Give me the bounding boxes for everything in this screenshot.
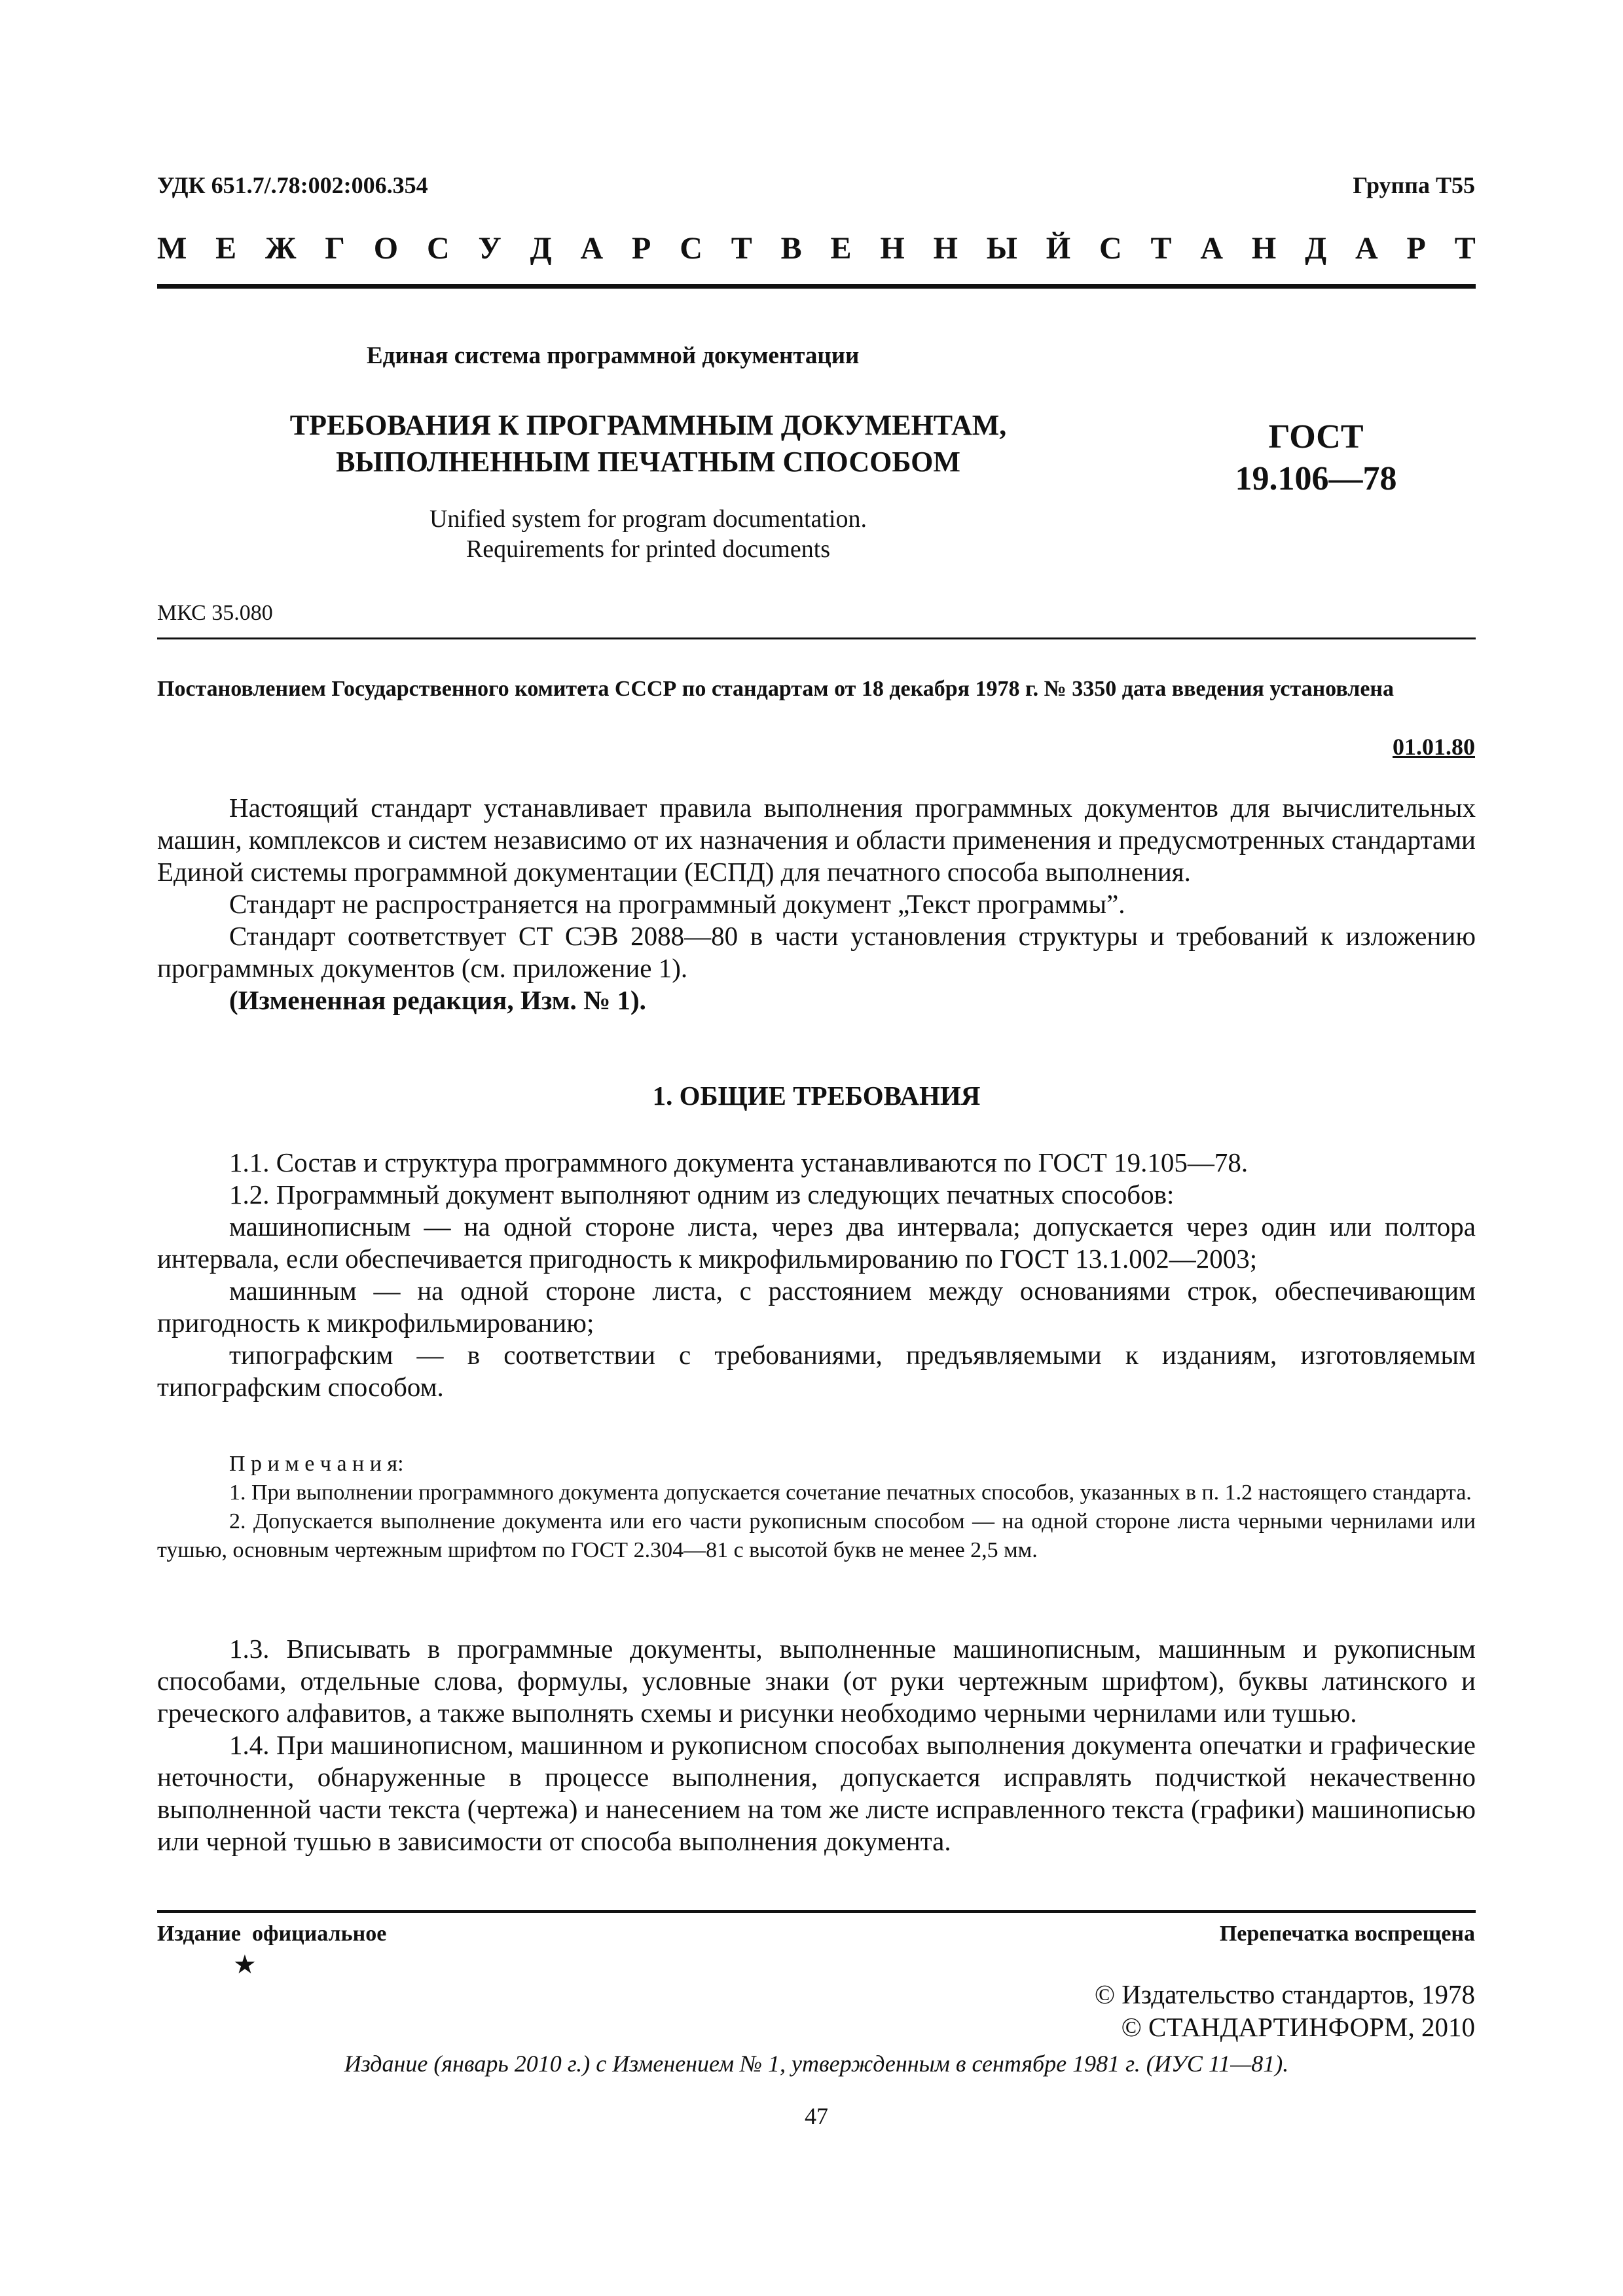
section-1-body (157, 1147, 1476, 1403)
note-item: 2. Допускается выполнение документа или его части рукописным способом — на одной стороне листа черными чернилами или тушью, основным чертежным шрифтом по ГОСТ 2.304—81 с высотой букв не менее 2,5 мм. (157, 1509, 1476, 1562)
heading-letter: Д (530, 231, 552, 266)
amendment-note: (Измененная редакция, Изм. № 1). (229, 985, 646, 1015)
title-block-rule (157, 637, 1476, 639)
footer-rule (157, 1910, 1476, 1913)
heading-letter: О (373, 231, 399, 266)
interstate-standard-heading (157, 230, 1476, 266)
group-code: Группа Т55 (1353, 172, 1475, 198)
section-1-continued (157, 1633, 1476, 1857)
gost-number: 19.106—78 (1235, 460, 1397, 497)
star-icon: ★ (233, 1950, 257, 1979)
heading-letter: Й (1046, 231, 1071, 266)
heading-letter: Т (731, 231, 752, 266)
page-number: 47 (805, 2103, 828, 2129)
copyright-line: © СТАНДАРТИНФОРМ, 2010 (1121, 2012, 1475, 2042)
english-title (262, 504, 1034, 564)
heading-letter: Т (1454, 231, 1476, 266)
heading-letter: Д (1305, 231, 1327, 266)
heading-letter: С (680, 231, 702, 266)
heading-letter: А (580, 231, 604, 266)
heading-letter: Р (1406, 231, 1426, 266)
intro-section (157, 792, 1476, 1016)
introduction-date: 01.01.80 (1393, 734, 1475, 760)
gost-designation (1198, 416, 1434, 500)
mks-code: МКС 35.080 (157, 601, 273, 625)
clause-paragraph: 1.1. Состав и структура программного документа устанавливаются по ГОСТ 19.105—78. (229, 1147, 1249, 1177)
heading-letter: Г (325, 231, 345, 266)
clause-paragraph: машинным — на одной стороне листа, с расстоянием между основаниями строк, обеспечивающим пригодность к микрофильмированию; (157, 1276, 1476, 1338)
heading-letter: В (780, 231, 802, 266)
clause-paragraph: типографским — в соответствии с требованиями, предъявляемыми к изданиям, изготовляемым типографским способом. (157, 1340, 1476, 1402)
gost-label: ГОСТ (1268, 418, 1364, 456)
section-title: 1. ОБЩИЕ ТРЕБОВАНИЯ (652, 1081, 981, 1111)
english-title-line: Requirements for printed documents (465, 535, 831, 563)
clause-paragraph: 1.3. Вписывать в программные документы, выполненные машинописным, машинным и рукописным способами, отдельные слова, формулы, условные знаки (от руки чертежным шрифтом), буквы латинского и греческого алфавитов, а также выполнять схемы и рисунки необходимо черными чернилами или тушью. (157, 1634, 1476, 1728)
heading-letter: Е (215, 231, 237, 266)
clause-paragraph: 1.4. При машинописном, машинном и рукописном способах выполнения документа опечатки и графические неточности, обнаруженные в процессе выполнения, допускается исправлять подчисткой некачественно выполненной части текста (чертежа) и нанесением на том же листе исправленного текста (графики) машинописью или черной тушью в зависимости от способа выполнения документа. (157, 1730, 1476, 1856)
intro-paragraph: Стандарт не распространяется на программный документ „Текст программы”. (229, 889, 1125, 919)
title-line: ТРЕБОВАНИЯ К ПРОГРАММНЫМ ДОКУМЕНТАМ, (289, 409, 1007, 441)
heading-letter: А (1200, 231, 1224, 266)
decree-text: Постановлением Государственного комитета СССР по стандартам от 18 декабря 1978 г. № 3350 дата введения установлена (157, 677, 1395, 701)
clause-paragraph: 1.2. Программный документ выполняют одним из следующих печатных способов: (229, 1179, 1175, 1210)
heading-letter: С (426, 231, 450, 266)
heading-letter: С (1099, 231, 1122, 266)
heading-letter: У (478, 231, 501, 266)
heading-letter: Е (830, 231, 852, 266)
edition-note: Издание (январь 2010 г.) с Изменением № 1, утвержденным в сентябре 1981 г. (ИУС 11—81). (344, 2051, 1289, 2077)
heading-letter: А (1355, 231, 1378, 266)
copyright-block (1095, 1978, 1475, 2043)
intro-paragraph: Стандарт соответствует СТ СЭВ 2088—80 в части установления структуры и требований к изложению программных документов (см. приложение 1). (157, 921, 1476, 983)
intro-paragraph: Настоящий стандарт устанавливает правила выполнения программных документов для вычислительных машин, комплексов и систем независимо от их назначения и области применения и предусмотренных стандартами Единой системы программной документации (ЕСПД) для печатного способа выполнения. (157, 793, 1476, 887)
document-title (262, 407, 1034, 480)
note-item: 1. При выполнении программного документа допускается сочетание печатных способов, указанных в п. 1.2 настоящего стандарта. (229, 1480, 1472, 1505)
heading-letter: Н (933, 231, 958, 266)
header-rule (157, 284, 1476, 289)
heading-letter: Н (1251, 231, 1277, 266)
clause-paragraph: машинописным — на одной стороне листа, через два интервала; допускается через один или полтора интервала, если обеспечивается пригодность к микрофильмированию по ГОСТ 13.1.002—2003; (157, 1211, 1476, 1274)
english-title-line: Unified system for program documentation. (429, 505, 867, 533)
reprint-prohibited-label: Перепечатка воспрещена (1219, 1922, 1475, 1946)
notes-heading: П р и м е ч а н и я: (229, 1452, 404, 1476)
heading-letter: Ж (265, 231, 297, 266)
official-edition-label: Издание официальное (157, 1922, 387, 1946)
copyright-line: © Издательство стандартов, 1978 (1094, 1979, 1475, 2009)
series-title: Единая система программной документации (367, 342, 860, 369)
heading-letter: М (157, 231, 187, 266)
heading-letter: Т (1150, 231, 1172, 266)
notes-block (157, 1450, 1476, 1565)
title-line: ВЫПОЛНЕННЫМ ПЕЧАТНЫМ СПОСОБОМ (336, 446, 960, 478)
heading-letter: Р (632, 231, 651, 266)
heading-letter: Н (880, 231, 905, 266)
udc-code: УДК 651.7/.78:002:006.354 (157, 172, 428, 198)
heading-letter: Ы (986, 231, 1017, 266)
